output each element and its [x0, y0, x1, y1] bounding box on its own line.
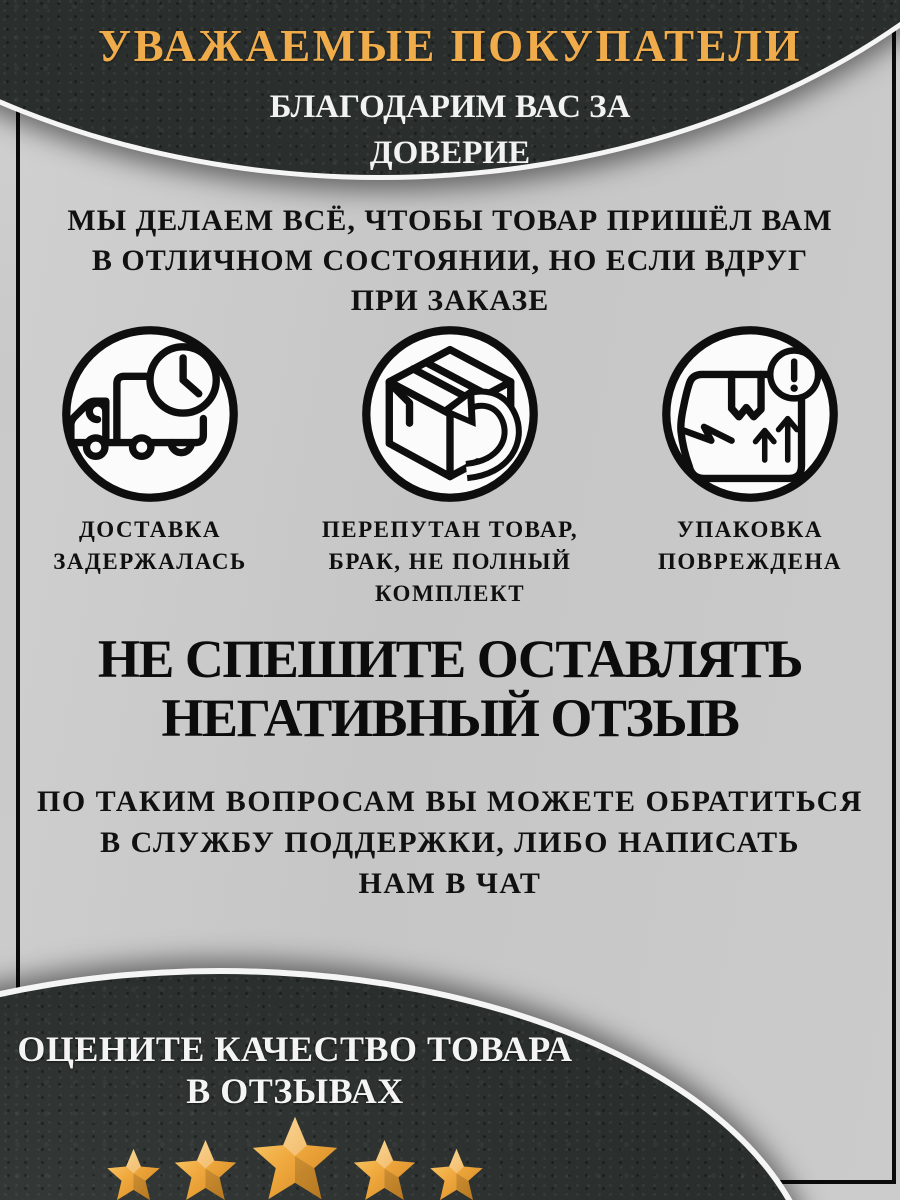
page-title: УВАЖАЕМЫЕ ПОКУПАТЕЛИ	[98, 21, 802, 71]
star-icon	[428, 1147, 485, 1200]
subtitle-line: ДОВЕРИЕ	[369, 135, 531, 172]
rate-cta	[5, 1028, 585, 1112]
intro-line: МЫ ДЕЛАЕМ ВСЁ, ЧТОБЫ ТОВАР ПРИШЁЛ ВАМ	[67, 204, 833, 237]
support-line: ПО ТАКИМ ВОПРОСАМ ВЫ МОЖЕТЕ ОБРАТИТЬСЯ	[37, 785, 863, 818]
wrong-item-return-icon	[358, 322, 542, 506]
star-rating	[5, 1114, 585, 1200]
issue-delivery-delayed	[10, 322, 290, 578]
intro-text	[40, 201, 860, 322]
intro-line: ПРИ ЗАКАЗЕ	[350, 284, 550, 318]
issue-label-line: ЗАДЕРЖАЛАСЬ	[53, 549, 247, 575]
issue-label-line: ПОВРЕЖДЕНА	[658, 549, 842, 575]
support-line: В СЛУЖБУ ПОДДЕРЖКИ, ЛИБО НАПИСАТЬ	[100, 825, 800, 859]
issue-label	[610, 514, 890, 578]
star-icon	[105, 1147, 162, 1200]
issue-label-line: КОМПЛЕКТ	[374, 581, 526, 607]
cta-line: ОЦЕНИТЕ КАЧЕСТВО ТОВАРА	[17, 1029, 573, 1069]
issue-damaged-package	[610, 322, 890, 578]
delayed-delivery-icon	[58, 322, 242, 506]
subtitle-line: БЛАГОДАРИМ ВАС ЗА	[269, 89, 631, 125]
header-subtitle	[60, 84, 840, 176]
star-icon	[172, 1138, 239, 1200]
warning-heading	[30, 630, 870, 749]
intro-line: В ОТЛИЧНОМ СОСТОЯНИИ, НО ЕСЛИ ВДРУГ	[91, 244, 809, 278]
star-icon	[351, 1138, 418, 1200]
issue-label-line: ДОСТАВКА	[78, 517, 222, 542]
issue-label-line: УПАКОВКА	[676, 517, 823, 542]
star-icon	[249, 1114, 341, 1200]
issues-row	[0, 322, 900, 607]
header	[60, 20, 840, 176]
issue-label-line: БРАК, НЕ ПОЛНЫЙ	[328, 549, 572, 575]
warning-line: НЕГАТИВНЫЙ ОТЗЫВ	[161, 688, 739, 749]
issue-label	[310, 514, 590, 611]
issue-label-line: ПЕРЕПУТАН ТОВАР,	[321, 517, 579, 542]
support-line: НАМ В ЧАТ	[358, 866, 542, 900]
cta-line: В ОТЗЫВАХ	[186, 1071, 404, 1112]
issue-label	[10, 514, 290, 578]
damaged-package-icon	[658, 322, 842, 506]
warning-line: НЕ СПЕШИТЕ ОСТАВЛЯТЬ	[97, 629, 803, 689]
support-text	[30, 782, 870, 904]
issue-wrong-item	[310, 322, 590, 611]
footer	[5, 1028, 585, 1200]
